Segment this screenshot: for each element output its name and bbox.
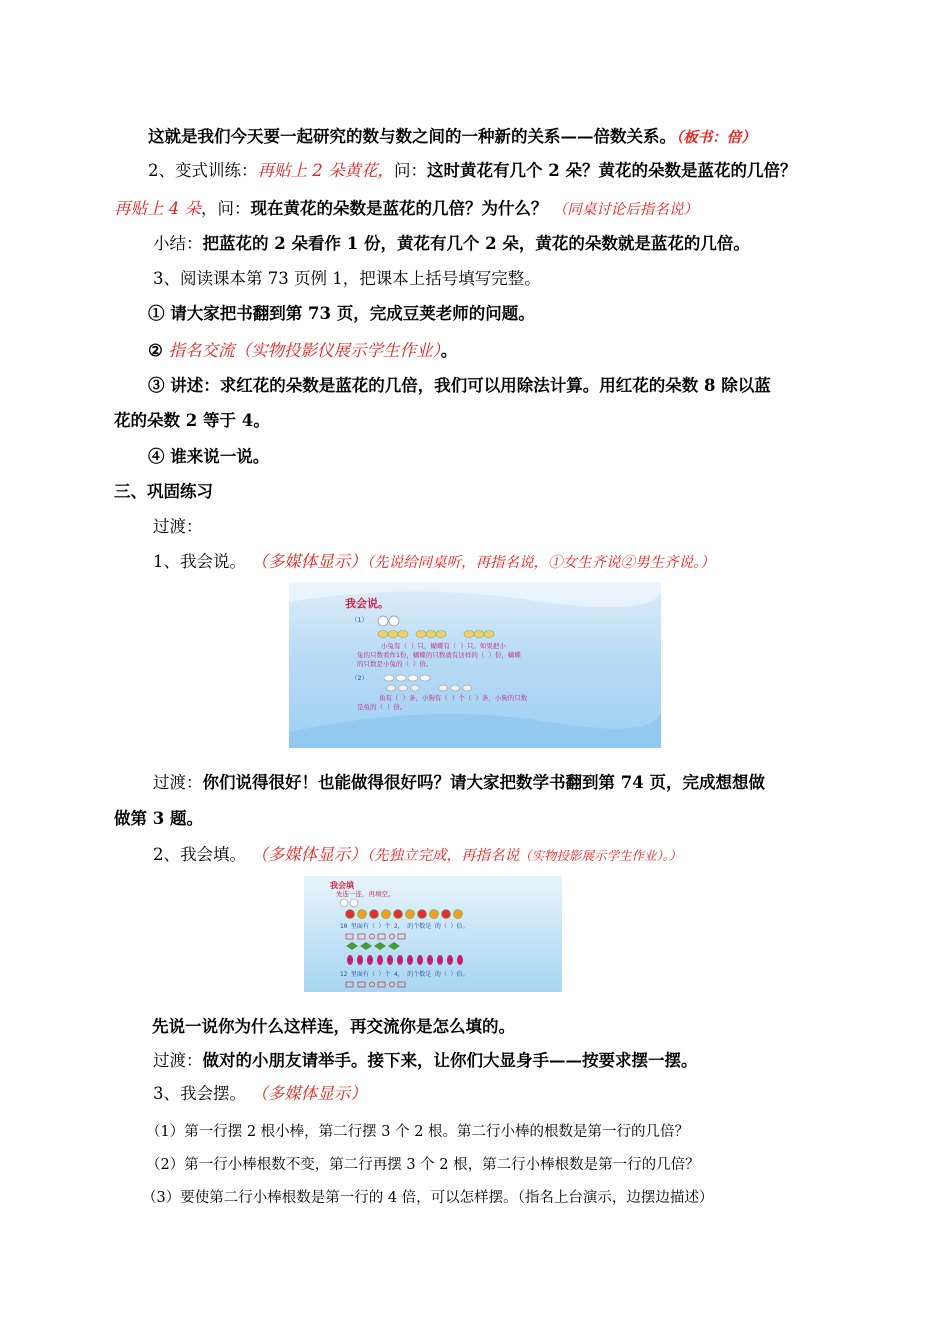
slide1-text-4: 鱼有（ ）条，小狗有（ ）个（ ）条，小狗的只数 bbox=[379, 694, 528, 702]
slide1-title: 我会说。 bbox=[345, 597, 389, 610]
line-17: 先说一说你为什么这样连，再交流你是怎么填的。 bbox=[152, 1017, 515, 1036]
line-10: ④ 谁来说一说。 bbox=[148, 447, 270, 466]
slide2-subtitle: 先连一连，再填空。 bbox=[336, 890, 395, 898]
line-12: 过渡： bbox=[153, 517, 203, 536]
line-4: 小结：把蓝花的 2 朵看作 1 份，黄花有几个 2 朵，黄花的朵数就是蓝花的几倍。 bbox=[153, 234, 750, 253]
line-9: 花的朵数 2 等于 4。 bbox=[114, 411, 270, 430]
line-15: 做第 3 题。 bbox=[114, 809, 203, 828]
line-22: （3）要使第二行小棒根数是第一行的 4 倍，可以怎样摆。（指名上台演示，边摆边描述） bbox=[142, 1190, 714, 1206]
line-8: ③ 讲述：求红花的朵数是蓝花的几倍，我们可以用除法计算。用红花的朵数 8 除以蓝 bbox=[148, 376, 771, 395]
line-1: 这就是我们今天要一起研究的数与数之间的一种新的关系——倍数关系。（板书：倍） bbox=[148, 127, 756, 146]
line-13: 1、我会说。 （多媒体显示）（先说给同桌听，再指名说，①女生齐说②男生齐说。） bbox=[153, 552, 715, 571]
line-18: 过渡：做对的小朋友请举手。接下来，让你们大显身手——按要求摆一摆。 bbox=[153, 1051, 698, 1070]
slide1-text-2: 兔的只数看作1份，蝴蝶的只数就有这样的（ ）份，蝴蝶 bbox=[357, 651, 521, 659]
line-21: （2）第一行小棒根数不变，第二行再摆 3 个 2 根，第二行小棒根数是第一行的几倍？ bbox=[146, 1157, 700, 1173]
section-heading: 三、巩固练习 bbox=[114, 482, 213, 501]
fish-and-dog-icons bbox=[381, 672, 521, 694]
slide1-num-2: （2） bbox=[351, 674, 368, 682]
slide-image-wohuishuo bbox=[289, 582, 661, 748]
rabbit-and-butterfly-icons bbox=[377, 614, 517, 640]
line-5: 3、阅读课本第 73 页例 1，把课本上括号填写完整。 bbox=[153, 269, 541, 288]
line-14: 过渡：你们说得很好！也能做得很好吗？请大家把数学书翻到第 74 页，完成想想做 bbox=[153, 773, 765, 792]
slide-image-wohuitian bbox=[304, 876, 562, 992]
line-20: （1）第一行摆 2 根小棒，第二行摆 3 个 2 根。第二行小棒的根数是第一行的几倍？ bbox=[146, 1124, 690, 1140]
line-19: 3、我会摆。 （多媒体显示） bbox=[153, 1084, 367, 1103]
line-3: 再贴上 4 朵，问：现在黄花的朵数是蓝花的几倍？为什么？ （同桌讨论后指名说） bbox=[114, 199, 698, 218]
slide1-text-5: 是鱼的（ ）倍。 bbox=[357, 703, 407, 711]
slide1-num-1: （1） bbox=[351, 616, 368, 624]
line-16: 2、我会填。 （多媒体显示）（先独立完成，再指名说（实物投影展示学生作业）。） bbox=[153, 845, 682, 864]
line-6: ① 请大家把书翻到第 73 页，完成豆荚老师的问题。 bbox=[148, 304, 535, 323]
slide1-text-3: 的只数是小兔的（ ）倍。 bbox=[357, 660, 433, 668]
line-2: 2、变式训练：再贴上 2 朵黄花，问：这时黄花有几个 2 朵？黄花的朵数是蓝花的几倍？ bbox=[148, 161, 797, 180]
slide2-text-2: 12 里面有（ ）个 4， 的个数是 的（ ）倍。 bbox=[340, 971, 469, 978]
slide2-text-1: 10 里面有（ ）个 2， 的个数是 的（ ）倍。 bbox=[340, 923, 469, 930]
line-7: ② 指名交流（实物投影仪展示学生作业）。 bbox=[148, 341, 458, 360]
slide2-title: 我会填 bbox=[330, 881, 354, 890]
slide1-text-1: 小兔有（ ）只，蝴蝶有（ ）只。如果把小 bbox=[381, 642, 506, 650]
